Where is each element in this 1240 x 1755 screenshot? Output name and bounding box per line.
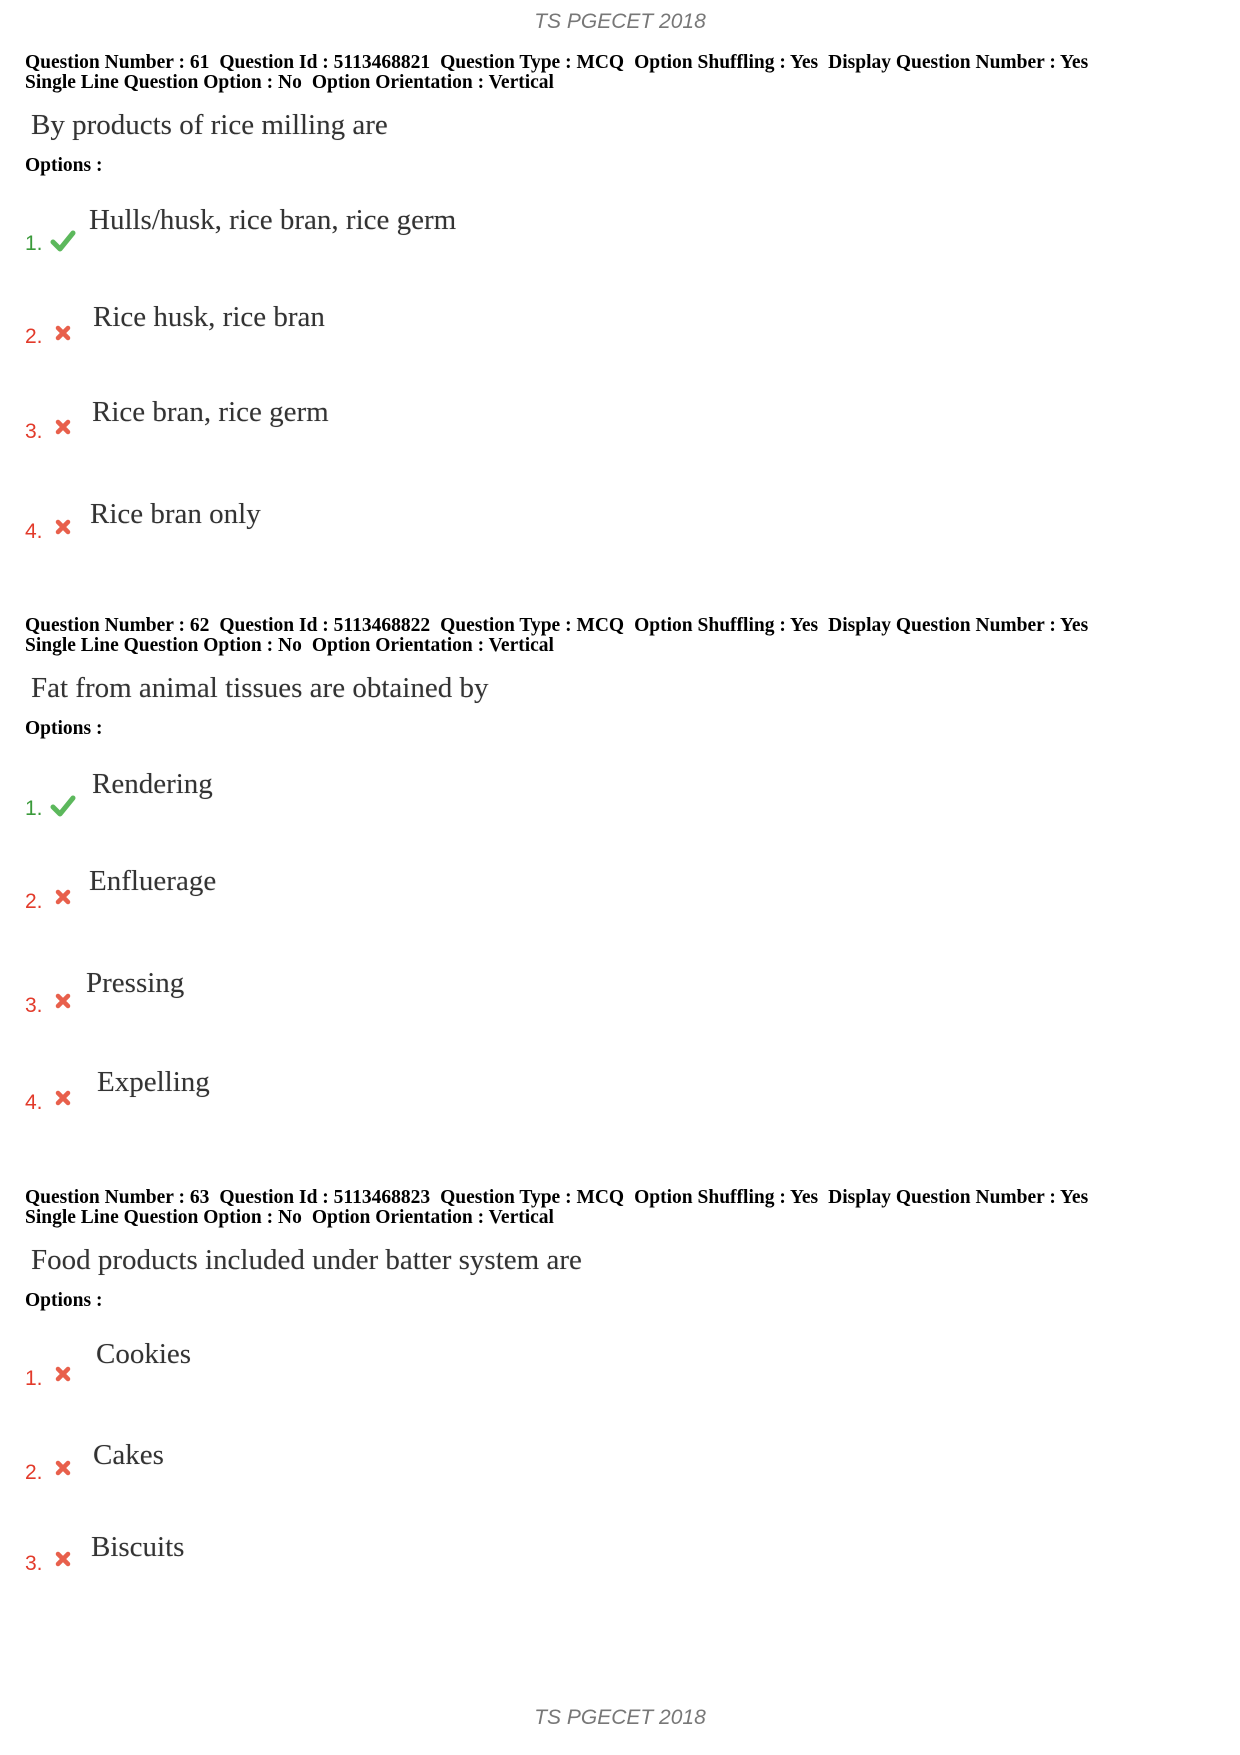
- option-text: Rice bran, rice germ: [92, 396, 329, 428]
- options-label: Options :: [25, 1290, 103, 1311]
- question-text: Food products included under batter system are: [31, 1244, 582, 1276]
- option-orientation: Option Orientation : Vertical: [311, 1207, 554, 1228]
- option-text: Pressing: [86, 967, 185, 999]
- option-number: 1.: [25, 1367, 43, 1390]
- option-number: 3.: [25, 1552, 43, 1575]
- option-text: Biscuits: [91, 1531, 185, 1563]
- option-text: Rendering: [92, 768, 213, 800]
- question-block: [25, 53, 1215, 178]
- option-text: Enfluerage: [89, 865, 217, 897]
- page-header: TS PGECET 2018: [534, 10, 706, 33]
- option-orientation: Option Orientation : Vertical: [311, 72, 554, 93]
- question-type: Question Type : MCQ: [440, 615, 625, 636]
- single-line-option: Single Line Question Option : No: [25, 72, 302, 93]
- single-line-option: Single Line Question Option : No: [25, 1207, 302, 1228]
- question-number: Question Number : 61: [25, 52, 210, 73]
- question-id: Question Id : 5113468821: [219, 52, 431, 73]
- question-number: Question Number : 62: [25, 615, 210, 636]
- option-number: 2.: [25, 325, 43, 348]
- display-question-number: Display Question Number : Yes: [828, 615, 1089, 636]
- cross-icon: [50, 884, 76, 910]
- question-meta-line-1: [25, 1188, 1215, 1208]
- question-meta-line-2: [25, 73, 1215, 93]
- option-text: Cakes: [93, 1439, 164, 1471]
- display-question-number: Display Question Number : Yes: [828, 1187, 1089, 1208]
- option-text: Hulls/husk, rice bran, rice germ: [89, 204, 457, 236]
- cross-icon: [50, 320, 76, 346]
- display-question-number: Display Question Number : Yes: [828, 52, 1089, 73]
- option-shuffling: Option Shuffling : Yes: [634, 615, 819, 636]
- question-type: Question Type : MCQ: [440, 1187, 625, 1208]
- option-text: Rice husk, rice bran: [93, 301, 325, 333]
- question-type: Question Type : MCQ: [440, 52, 625, 73]
- question-text: Fat from animal tissues are obtained by: [31, 672, 489, 704]
- options-label: Options :: [25, 718, 103, 739]
- cross-icon: [50, 414, 76, 440]
- option-number: 2.: [25, 890, 43, 913]
- question-meta-line-2: [25, 1208, 1215, 1228]
- cross-icon: [50, 1546, 76, 1572]
- cross-icon: [50, 1085, 76, 1111]
- check-icon: [50, 228, 76, 254]
- cross-icon: [50, 1455, 76, 1481]
- page-footer: TS PGECET 2018: [534, 1706, 706, 1729]
- option-text: Rice bran only: [90, 498, 261, 530]
- option-number: 1.: [25, 797, 43, 820]
- cross-icon: [50, 514, 76, 540]
- option-number: 3.: [25, 420, 43, 443]
- cross-icon: [50, 1361, 76, 1387]
- options-label: Options :: [25, 155, 103, 176]
- question-text: By products of rice milling are: [31, 109, 388, 141]
- question-number: Question Number : 63: [25, 1187, 210, 1208]
- option-text: Expelling: [97, 1066, 210, 1098]
- option-shuffling: Option Shuffling : Yes: [634, 1187, 819, 1208]
- question-id: Question Id : 5113468822: [219, 615, 431, 636]
- option-number: 1.: [25, 232, 43, 255]
- option-text: Cookies: [96, 1338, 192, 1370]
- option-number: 4.: [25, 1091, 43, 1114]
- question-id: Question Id : 5113468823: [219, 1187, 431, 1208]
- cross-icon: [50, 988, 76, 1014]
- option-number: 2.: [25, 1461, 43, 1484]
- single-line-option: Single Line Question Option : No: [25, 635, 302, 656]
- option-number: 3.: [25, 994, 43, 1017]
- question-meta-line-2: [25, 636, 1215, 656]
- option-orientation: Option Orientation : Vertical: [311, 635, 554, 656]
- option-number: 4.: [25, 520, 43, 543]
- check-icon: [50, 793, 76, 819]
- option-shuffling: Option Shuffling : Yes: [634, 52, 819, 73]
- question-meta-line-1: [25, 616, 1215, 636]
- question-block: [25, 616, 1215, 741]
- question-block: [25, 1188, 1215, 1313]
- question-meta-line-1: [25, 53, 1215, 73]
